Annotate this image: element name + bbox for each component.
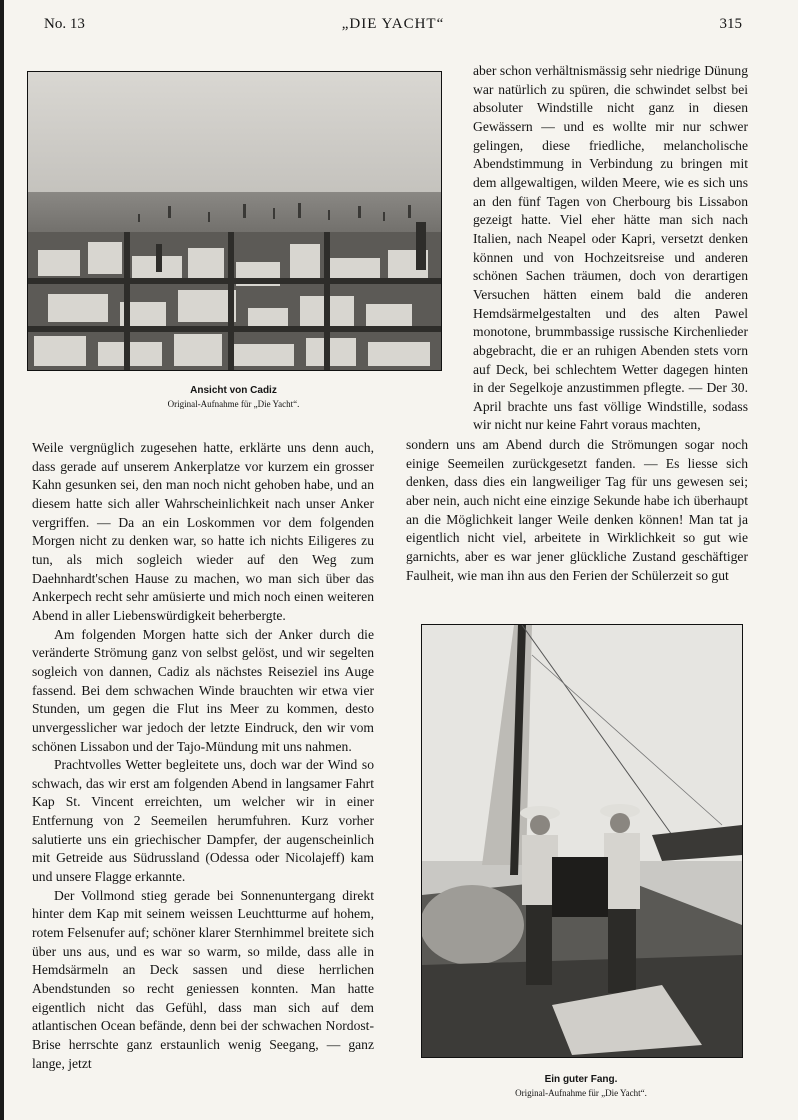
page-edge-line bbox=[0, 0, 4, 1120]
paragraph: aber schon verhältnismässig sehr niedrige Dünung war natürlich zu spüren, die schwindet selbst bei absoluter Windstille nicht ganz in diesen Gewässern — und es wollte mir nur schwer gelingen, diese friedliche, melancholische Abendstimmung in Verbindung zu bringen mit dem allgewaltigen, wilden Meere, wie es sich uns an den fünf Tagen von Cherbourg bis Lissabon gezeigt hatte. Viel eher hätte man sich nach Italien, nach Neapel oder Kapri, versetzt denken können und von Hochzeitsreise und anderen schönen Sachen träumen, doch von derartigen Versuchen hätten einem bald die anderen Hemdsärmelgestalten und des alten Pawel monotone, brummbassige russische Kirchenlieder abgebracht, die er an ruhigen Abenden stets vorn auf Deck, bei schlechtem Wetter dagegen hinten in der Segelkoje anzustimmen pflegte. — Der 30. April brachte uns fast völlige Windstille, sodass wir nicht nur keine Fahrt voraus machten, bbox=[473, 63, 748, 433]
cadiz-photo bbox=[27, 71, 442, 371]
journal-title: „DIE YACHT“ bbox=[341, 16, 445, 32]
page-header bbox=[44, 16, 742, 38]
figure-caption-cadiz: Ansicht von Cadiz bbox=[190, 385, 277, 396]
figure-caption-boat: Ein guter Fang. bbox=[544, 1074, 618, 1085]
right-column-top bbox=[473, 62, 748, 435]
figure-credit-boat: Original-Aufnahme für „Die Yacht“. bbox=[515, 1088, 647, 1098]
figure-credit-cadiz: Original-Aufnahme für „Die Yacht“. bbox=[167, 399, 300, 409]
paragraph: Prachtvolles Wetter begleitete uns, doch war der Wind so schwach, das wir erst am folgenden Abend in langsamer Fahrt Kap St. Vincent erreichten, um welcher wir in einer Entfernung von 2 Seemeilen herumfuhren. Kurz vorher salutierte uns ein griechischer Dampfer, der augenscheinlich mit Getreide aus Südrussland (Odessa oder Nicolajeff) kam und unsere Flagge erkannte. bbox=[32, 757, 374, 885]
issue-number: No. 13 bbox=[44, 16, 85, 32]
paragraph: Weile vergnüglich zugesehen hatte, erklärte uns denn auch, dass gerade auf unserem Ankerplatze vor kurzem ein grosser Kahn gesunken sei, den man noch nicht gehoben habe, und an diesem hatte sich aller Wahrscheinlichkeit nach unser Anker vergriffen. — Da an ein Loskommen vor dem folgenden Morgen nicht zu denken war, so hatte ich nichts Eiligeres zu tun, als mich sogleich wieder auf den Weg zum Daehnhardt'schen Hause zu machen, wo man sich über das Ankerpech recht sehr amüsierte und mich noch einen weiteren Abend in aller Liebenswürdigkeit beherbergte. bbox=[32, 440, 374, 623]
right-column-continued bbox=[406, 436, 748, 585]
paragraph: Der Vollmond stieg gerade bei Sonnenuntergang direkt hinter dem Kap mit seinem weissen Leuchtturme auf hohem, rotem Felsenufer auf; schöner klarer Sternhimmel breitete sich über uns aus, und es war so warm, so milde, dass alle in Hemdsärmeln an Deck sassen und diese herrlichen Abendstunden so recht geniessen konnten. Man hatte eigentlich nicht das Gefühl, dass man sich auf dem atlantischen Ocean befände, denn bei der schwachen Nordost-Brise herrschte ganz erstaunlich wenig Seegang, — ganz lange, jetzt bbox=[32, 887, 374, 1071]
boat-photo bbox=[421, 624, 743, 1058]
left-column bbox=[32, 439, 374, 1073]
page-number: 315 bbox=[719, 16, 742, 32]
paragraph: Am folgenden Morgen hatte sich der Anker durch die veränderte Strömung ganz von selbst gelöst, und wir segelten sogleich von dannen, Cadiz als nächstes Reiseziel ins Auge fassend. Bei dem schwachen Winde brauchten wir etwa vier Stunden, um gegen die Flut ins Meer zu kommen, desto unvergesslicher war jedoch der letzte Eindruck, den wir vom schönen Lissabon und der Tajo-Mündung mit uns nahmen. bbox=[32, 626, 374, 754]
paragraph: sondern uns am Abend durch die Strömungen sogar noch einige Seemeilen zurückgesetzt fanden. — Es liesse sich denken, dass dies ein langweiliger Tag für uns gewesen sei; aber nein, auch nicht eine einzige Sekunde habe ich überhaupt an die Möglichkeit langer Weile denken können! Man tat ja eigentlich nicht viel, arbeitete in Wirklichkeit so gut wie garnichts, aber es war jener glückliche Zustand geschäftiger Faulheit, wie man ihn aus den Ferien der Schülerzeit so gut bbox=[406, 437, 748, 583]
